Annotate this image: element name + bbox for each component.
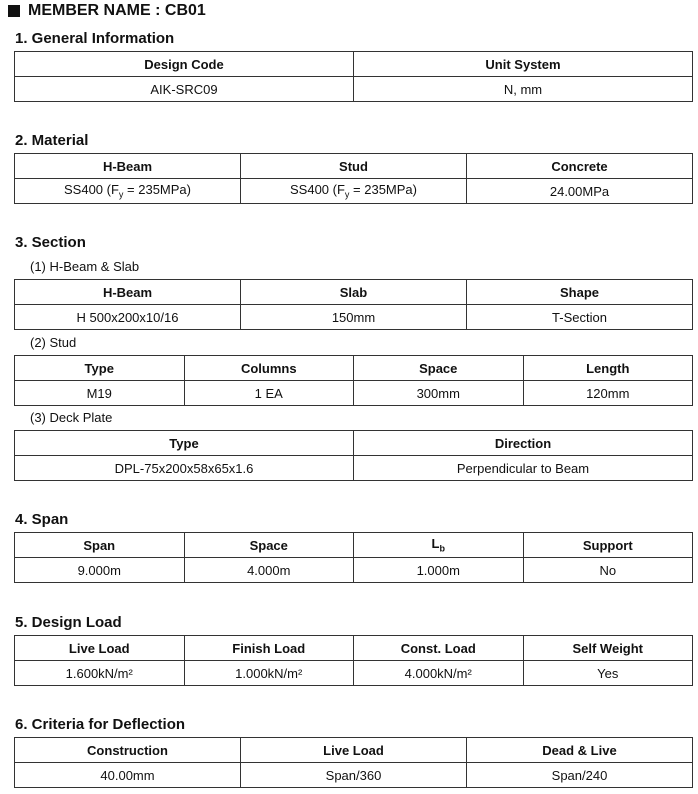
concrete-value: 24.00MPa bbox=[467, 179, 693, 204]
support-value: No bbox=[523, 558, 693, 583]
table-row bbox=[15, 558, 693, 583]
construction-value: 40.00mm bbox=[15, 763, 241, 788]
stud-space-value: 300mm bbox=[354, 381, 524, 406]
finish-load-value: 1.000kN/m² bbox=[184, 661, 354, 686]
table-header-row bbox=[15, 738, 693, 763]
page-title bbox=[8, 2, 206, 20]
header-span: Span bbox=[15, 533, 185, 558]
span-value: 9.000m bbox=[15, 558, 185, 583]
slab-value: 150mm bbox=[241, 305, 467, 330]
space-value: 4.000m bbox=[184, 558, 354, 583]
header-slab: Slab bbox=[241, 280, 467, 305]
hbeam-size-value: H 500x200x10/16 bbox=[15, 305, 241, 330]
header-self-weight: Self Weight bbox=[523, 636, 693, 661]
header-dead-live: Dead & Live bbox=[467, 738, 693, 763]
general-heading: 1. General Information bbox=[15, 30, 175, 47]
stud-table bbox=[14, 355, 693, 406]
design-code-value: AIK-SRC09 bbox=[15, 77, 354, 102]
material-table bbox=[14, 153, 693, 204]
header-stud: Stud bbox=[241, 154, 467, 179]
general-table bbox=[14, 51, 693, 102]
table-header-row bbox=[15, 636, 693, 661]
header-live-load: Live Load bbox=[15, 636, 185, 661]
table-row bbox=[15, 456, 693, 481]
stud-type-value: M19 bbox=[15, 381, 185, 406]
header-space: Space bbox=[354, 356, 524, 381]
header-lb: $L_b$ bbox=[354, 533, 524, 558]
header-type: Type bbox=[15, 431, 354, 456]
header-unit-system: Unit System bbox=[354, 52, 693, 77]
load-heading: 5. Design Load bbox=[15, 614, 122, 631]
header-support: Support bbox=[523, 533, 693, 558]
live-load-value: 1.600kN/m² bbox=[15, 661, 185, 686]
table-row bbox=[15, 381, 693, 406]
unit-system-value: N, mm bbox=[354, 77, 693, 102]
table-row bbox=[15, 77, 693, 102]
shape-value: T-Section bbox=[467, 305, 693, 330]
stud-length-value: 120mm bbox=[523, 381, 693, 406]
section-heading: 3. Section bbox=[15, 234, 86, 251]
stud-columns-value: 1 EA bbox=[184, 381, 354, 406]
table-header-row bbox=[15, 280, 693, 305]
header-space: Space bbox=[184, 533, 354, 558]
hbeam-material-value: SS400 $(F_y = 235MPa)$ bbox=[15, 179, 241, 204]
const-load-value: 4.000kN/m² bbox=[354, 661, 524, 686]
header-concrete: Concrete bbox=[467, 154, 693, 179]
header-live-load: Live Load bbox=[241, 738, 467, 763]
self-weight-value: Yes bbox=[523, 661, 693, 686]
deck-subheading: (3) Deck Plate bbox=[30, 410, 113, 425]
square-bullet-icon bbox=[8, 5, 20, 17]
deck-type-value: DPL-75x200x58x65x1.6 bbox=[15, 456, 354, 481]
table-header-row bbox=[15, 431, 693, 456]
span-heading: 4. Span bbox=[15, 511, 69, 528]
header-direction: Direction bbox=[354, 431, 693, 456]
lb-value: 1.000m bbox=[354, 558, 524, 583]
table-header-row bbox=[15, 52, 693, 77]
header-const-load: Const. Load bbox=[354, 636, 524, 661]
header-hbeam: H-Beam bbox=[15, 154, 241, 179]
hbeam-slab-table bbox=[14, 279, 693, 330]
header-type: Type bbox=[15, 356, 185, 381]
load-table bbox=[14, 635, 693, 686]
dead-live-value: Span/240 bbox=[467, 763, 693, 788]
live-load-value: Span/360 bbox=[241, 763, 467, 788]
span-table bbox=[14, 532, 693, 583]
stud-subheading: (2) Stud bbox=[30, 335, 77, 350]
header-construction: Construction bbox=[15, 738, 241, 763]
table-row bbox=[15, 305, 693, 330]
deck-direction-value: Perpendicular to Beam bbox=[354, 456, 693, 481]
header-hbeam: H-Beam bbox=[15, 280, 241, 305]
member-name: MEMBER NAME : CB01 bbox=[28, 2, 206, 19]
deck-table bbox=[14, 430, 693, 481]
header-length: Length bbox=[523, 356, 693, 381]
deflection-heading: 6. Criteria for Deflection bbox=[15, 716, 186, 733]
table-row bbox=[15, 179, 693, 204]
table-row bbox=[15, 661, 693, 686]
table-header-row bbox=[15, 533, 693, 558]
hbeam-slab-subheading: (1) H-Beam & Slab bbox=[30, 259, 140, 274]
table-header-row bbox=[15, 356, 693, 381]
header-shape: Shape bbox=[467, 280, 693, 305]
stud-material-value: SS400 $(F_y = 235MPa)$ bbox=[241, 179, 467, 204]
header-columns: Columns bbox=[184, 356, 354, 381]
table-header-row bbox=[15, 154, 693, 179]
deflection-table bbox=[14, 737, 693, 788]
table-row bbox=[15, 763, 693, 788]
header-finish-load: Finish Load bbox=[184, 636, 354, 661]
material-heading: 2. Material bbox=[15, 132, 89, 149]
header-design-code: Design Code bbox=[15, 52, 354, 77]
